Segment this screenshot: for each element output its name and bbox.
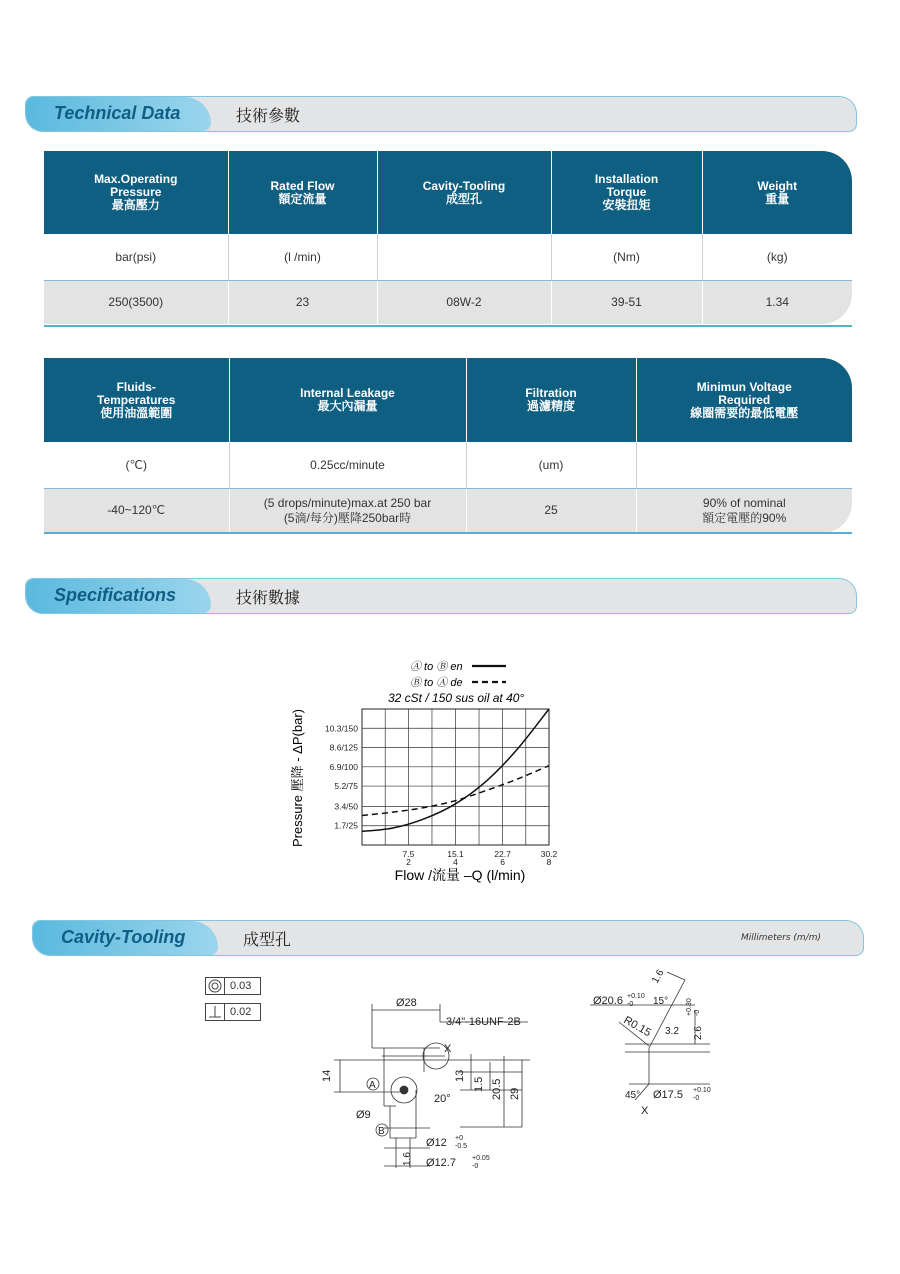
x-tick-label: 7.5 xyxy=(402,849,415,859)
dim-29: 29 xyxy=(509,1087,521,1100)
dim-13: 13 xyxy=(454,1069,466,1082)
dim-14: 14 xyxy=(321,1069,333,1082)
dim-d20-6-tol-dn: -0 xyxy=(627,1001,634,1008)
x-tick-label-secondary: 8 xyxy=(546,857,552,867)
chart-subtitle: 32 cSt / 150 sus oil at 40° xyxy=(388,691,525,705)
concentricity-icon xyxy=(206,978,225,994)
header-cell: Fluids- Temperatures 使用油溫範圍 xyxy=(44,358,229,442)
table-bottom-rule xyxy=(44,532,852,534)
dim-r0-15: R0.15 xyxy=(621,1014,653,1040)
table-bottom-rule xyxy=(44,325,852,327)
header-cell: Cavity-Tooling 成型孔 xyxy=(377,151,551,234)
y-tick-label: 1.7/25 xyxy=(334,820,358,831)
section-title-en: Specifications xyxy=(54,585,177,605)
x-tick-label: 22.7 xyxy=(494,849,511,859)
dim-2-6: 2.6 xyxy=(693,1026,704,1040)
dim-angle-20: 20° xyxy=(434,1093,451,1105)
unit-cell: (l /min) xyxy=(228,234,377,280)
y-tick-label: 3.4/50 xyxy=(334,801,358,812)
x-tick-label-secondary: 4 xyxy=(453,857,458,867)
x-tick-label: 15.1 xyxy=(447,849,464,859)
x-tick-label-secondary: 6 xyxy=(500,857,505,867)
dim-d12-tol-up: +0 xyxy=(455,1135,463,1142)
unit-cell: (kg) xyxy=(702,234,852,280)
table-header-row xyxy=(44,151,852,234)
detail-x-drawing xyxy=(585,960,735,1120)
legend-label-de: Ⓑ to Ⓐ de xyxy=(410,677,463,689)
unit-cell: (Nm) xyxy=(551,234,702,280)
dim-d12-7: Ø12.7 xyxy=(426,1157,456,1169)
pressure-flow-chart xyxy=(280,650,580,890)
unit-cell: bar(psi) xyxy=(44,234,228,280)
value-cell: 08W-2 xyxy=(377,280,551,324)
unit-cell xyxy=(377,234,551,280)
dim-thread: 3/4"-16UNF-2B xyxy=(446,1016,521,1028)
section-title-zh: 技術參數 xyxy=(236,106,301,125)
unit-cell xyxy=(636,442,852,488)
unit-cell: (um) xyxy=(466,442,636,488)
fluid-data-table xyxy=(44,358,852,533)
section-title-zh: 成型孔 xyxy=(243,930,292,949)
table-value-row xyxy=(44,488,852,533)
section-title-en: Cavity-Tooling xyxy=(61,927,186,947)
y-tick-label: 6.9/100 xyxy=(329,761,358,772)
detail-x-label: X xyxy=(641,1105,649,1117)
header-cell: Minimun Voltage Required 線圈需要的最低電壓 xyxy=(636,358,852,442)
dim-1-6: 1.6 xyxy=(402,1152,413,1166)
dim-2-6-tol-dn: -0 xyxy=(694,1009,701,1016)
header-cell: Max.Operating Pressure 最高壓力 xyxy=(44,151,228,234)
dim-d17-5-tol-dn: -0 xyxy=(693,1095,700,1102)
dim-d12-7-tol-dn: -0 xyxy=(472,1163,479,1170)
dim-2-6-tol-up: +0.30 xyxy=(686,998,693,1016)
value-cell: 39-51 xyxy=(551,280,702,324)
unit-cell: 0.25cc/minute xyxy=(229,442,466,488)
dim-d12-tol-dn: -0.5 xyxy=(455,1143,468,1150)
tolerance-perpendicularity: 0.02 xyxy=(205,1003,261,1021)
port-b-label: B xyxy=(378,1126,385,1137)
cavity-tooling-header xyxy=(32,920,864,956)
dim-d20-6-tol-up: +0.10 xyxy=(627,993,645,1000)
dim-d17-5: Ø17.5 xyxy=(653,1089,683,1101)
dim-d9: Ø9 xyxy=(356,1109,371,1121)
detail-x-marker: X xyxy=(444,1043,452,1055)
dim-angle-15: 15° xyxy=(653,996,669,1007)
dim-angle-45: 45° xyxy=(625,1090,641,1101)
table-unit-row xyxy=(44,442,852,488)
dim-d20-6: Ø20.6 xyxy=(593,995,623,1007)
value-cell: 250(3500) xyxy=(44,280,228,324)
table-header-row xyxy=(44,358,852,442)
technical-data-table xyxy=(44,151,852,324)
dim-1-6: 1.6 xyxy=(650,967,667,986)
units-note: Millimeters (m/m) xyxy=(741,933,821,943)
legend-label-en: Ⓐ to Ⓑ en xyxy=(410,661,463,673)
header-cell: Internal Leakage 最大內漏量 xyxy=(229,358,466,442)
value-cell: -40~120℃ xyxy=(44,488,229,533)
tolerance-concentricity: 0.03 xyxy=(205,977,261,995)
section-title-en: Technical Data xyxy=(54,103,181,123)
value-cell: 1.34 xyxy=(702,280,852,324)
unit-cell: (℃) xyxy=(44,442,229,488)
section-title-zh: 技術數據 xyxy=(236,588,301,607)
dim-3-2: 3.2 xyxy=(665,1026,679,1037)
specifications-header xyxy=(25,578,857,614)
table-value-row xyxy=(44,280,852,324)
header-cell: Weight 重量 xyxy=(702,151,852,234)
header-cell: Rated Flow 額定流量 xyxy=(228,151,377,234)
dim-d12-7-tol-up: +0.05 xyxy=(472,1155,490,1162)
dim-d17-5-tol-up: +0.10 xyxy=(693,1087,711,1094)
dim-1-5: 1.5 xyxy=(473,1076,485,1092)
y-tick-label: 5.2/75 xyxy=(334,781,358,792)
value-cell: 23 xyxy=(228,280,377,324)
perpendicularity-icon xyxy=(206,1004,225,1020)
cavity-section-drawing xyxy=(300,990,540,1175)
port-a-label: A xyxy=(369,1080,376,1091)
value-cell: 90% of nominal 額定電壓的90% xyxy=(636,488,852,533)
value-cell: 25 xyxy=(466,488,636,533)
dim-20-5: 20.5 xyxy=(491,1078,503,1100)
y-tick-label: 10.3/150 xyxy=(324,723,358,734)
table-unit-row xyxy=(44,234,852,280)
chart-ylabel: Pressure 壓降 - ΔP(bar) xyxy=(290,709,305,847)
value-cell: (5 drops/minute)max.at 250 bar (5滴/每分)壓降250bar時 xyxy=(229,488,466,533)
header-cell: Filtration 過濾精度 xyxy=(466,358,636,442)
technical-data-header xyxy=(25,96,857,132)
header-cell: Installation Torque 安裝扭矩 xyxy=(551,151,702,234)
x-tick-label-secondary: 2 xyxy=(406,857,411,867)
dim-d28: Ø28 xyxy=(396,997,417,1009)
y-tick-label: 8.6/125 xyxy=(329,742,358,753)
dim-d12: Ø12 xyxy=(426,1137,447,1149)
x-tick-label: 30.2 xyxy=(540,849,558,859)
chart-xlabel: Flow /流量 –Q (l/min) xyxy=(394,867,526,883)
